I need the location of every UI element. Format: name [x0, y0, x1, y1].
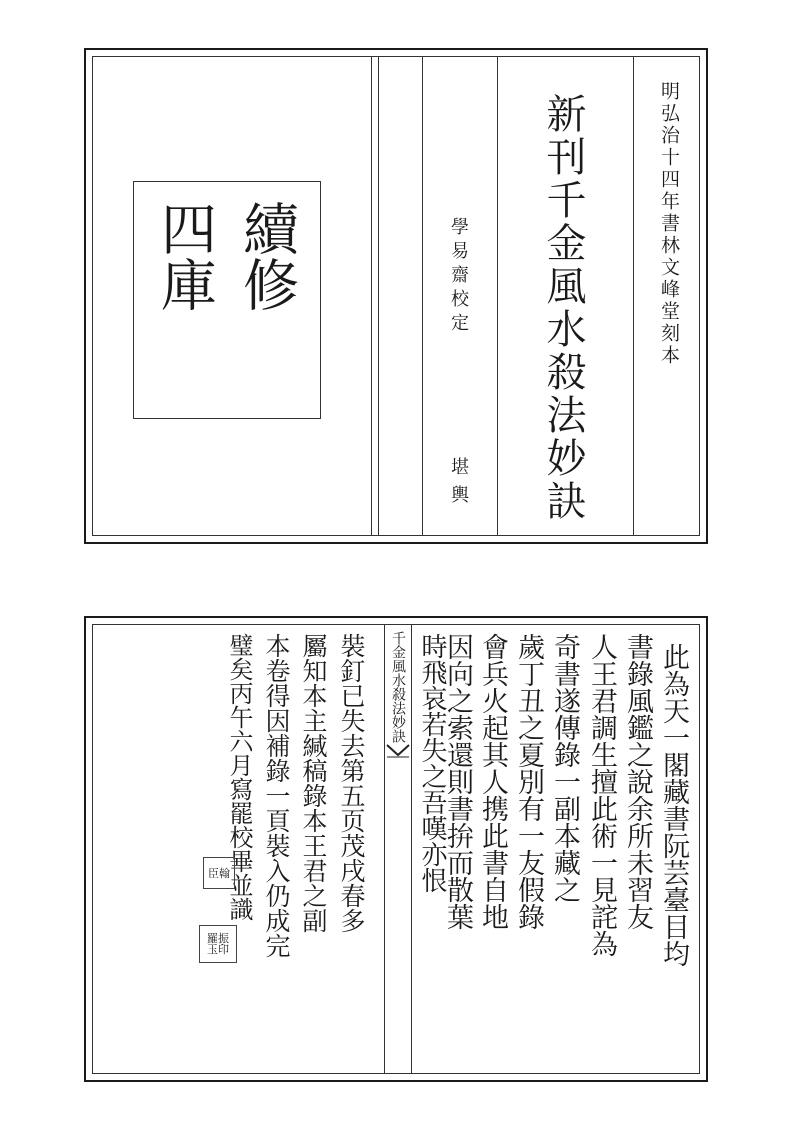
- handwritten-column: 人王君調生擅此術一見詫為: [586, 633, 617, 957]
- handwritten-column: 奇書遂傳錄一副本藏之: [549, 633, 580, 903]
- book-title: 新刊千金風水殺法妙訣: [540, 93, 586, 523]
- handwritten-column: 歲丁丑之夏別有一友假錄: [513, 633, 544, 930]
- cover-page: [84, 48, 708, 544]
- category-line: 堪輿: [448, 457, 469, 513]
- seal-box: [133, 181, 321, 419]
- cover-frame: [92, 56, 700, 536]
- divider: [384, 625, 385, 1073]
- edition-note: 明弘治十四年書林文峰堂刻本: [658, 81, 680, 367]
- handwritten-column: 璧矣丙午六月寫罷校畢並識: [225, 633, 253, 921]
- handwritten-column: 本卷得因補錄一頁裝入仍成完: [262, 633, 291, 958]
- folio-title: 千金風水殺法妙訣: [390, 631, 406, 743]
- collector-seal: [203, 857, 235, 889]
- divider: [422, 57, 423, 535]
- handwritten-column: 時飛哀若失之吾嘆亦恨: [417, 633, 447, 893]
- colophon-frame: [92, 624, 700, 1074]
- colophon-page: [84, 616, 708, 1082]
- collector-seal: [199, 925, 237, 963]
- handwritten-column: 書錄風鑑之說余所未習友: [622, 633, 653, 930]
- seal-text: 臣翰: [208, 866, 230, 880]
- divider: [633, 57, 634, 535]
- divider: [378, 57, 379, 535]
- seal-text-left: 四庫: [152, 200, 217, 312]
- handwritten-column: 因向之索還則書拚而散葉: [442, 633, 473, 930]
- handwritten-column: 此為天一閣藏書阮芸臺目均: [658, 643, 689, 967]
- handwritten-column: 裝釘已失去第五页茂戌春多: [337, 633, 366, 933]
- divider: [497, 57, 498, 535]
- divider: [411, 625, 412, 1073]
- editor-line: 學易齋校定: [448, 217, 469, 337]
- handwritten-column: 會兵火起其人携此書自地: [477, 633, 508, 930]
- divider: [371, 57, 372, 535]
- seal-text: 羅振玉印: [207, 932, 229, 956]
- seal-text-right: 續修: [234, 200, 299, 312]
- fish-tail-mark: [385, 743, 411, 759]
- handwritten-column: 屬知本主緘稿錄本王君之副: [299, 633, 328, 933]
